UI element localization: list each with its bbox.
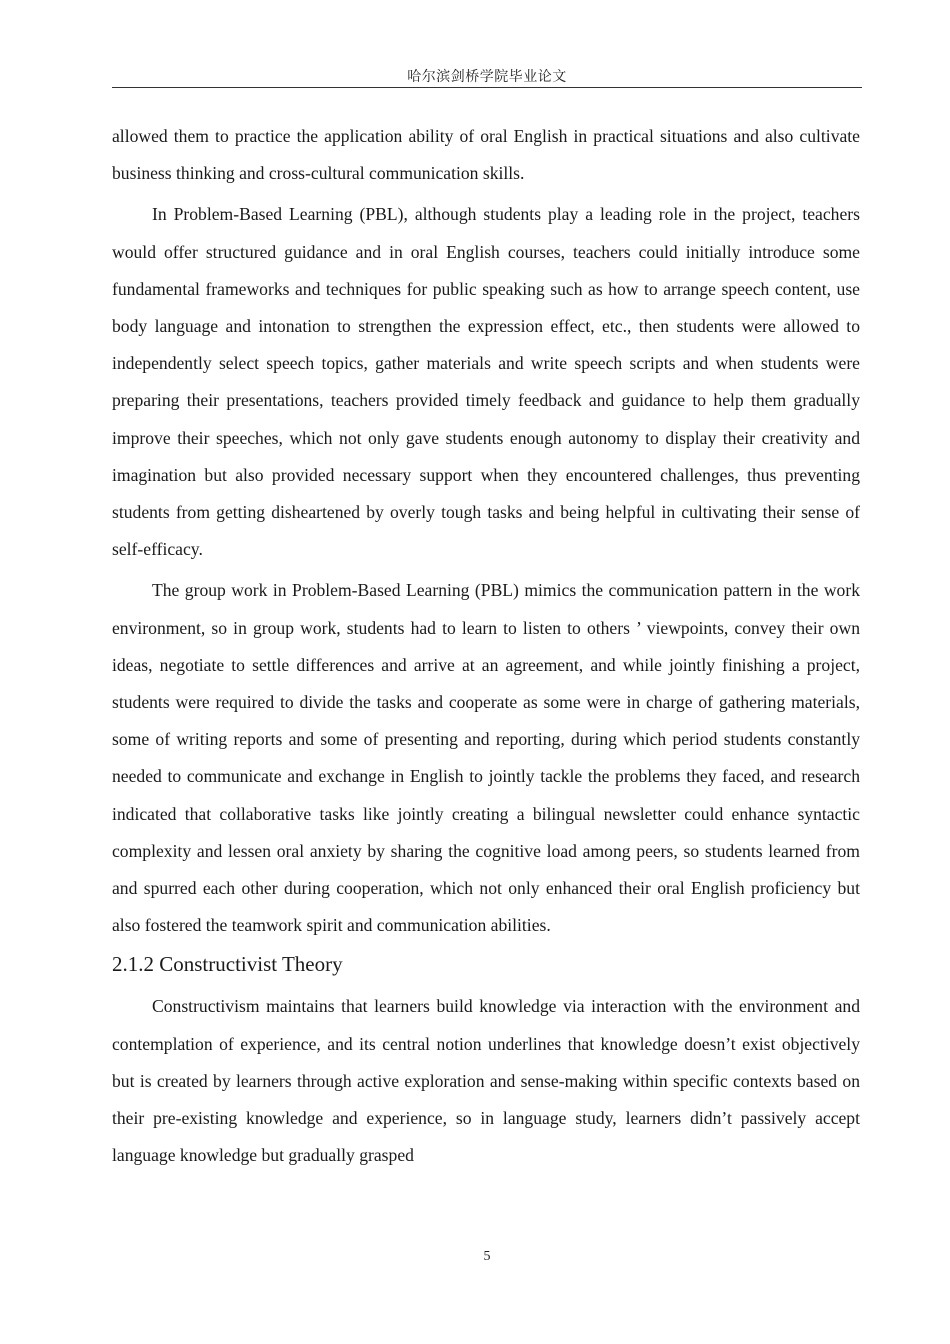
paragraph-pbl-group-work: The group work in Problem-Based Learning (PBL) mimics the communication pattern in the work environment, so in group work, students had to learn to listen to others ’ viewpoints, convey their own ideas, negotiate to settle differences and arrive at an agreement, and while jointly finishing a project, students were required to divide the tasks and cooperate as some were in charge of gathering materials, some of writing reports and some of presenting and reporting, during which period students constantly needed to communicate and exchange in English to jointly tackle the problems they faced, and research indicated that collaborative tasks like jointly creating a bilingual newsletter could enhance syntactic complexity and lessen oral anxiety by sharing the cognitive load among peers, so students learned from and spurred each other during cooperation, which not only enhanced their oral English proficiency but also fostered the teamwork spirit and communication abilities.: [112, 580, 860, 936]
header-rule: [112, 87, 862, 88]
paragraph-pbl-guidance: In Problem-Based Learning (PBL), although students play a leading role in the project, teachers would offer structured guidance and in oral English courses, teachers could initially introduce some fundamental frameworks and techniques for public speaking such as how to arrange speech content, use body language and intonation to strengthen the expression effect, etc., then students were allowed to independently select speech topics, gather materials and write speech scripts and when students were preparing their presentations, teachers provided timely feedback and guidance to help them gradually improve their speeches, which not only gave students enough autonomy to display their creativity and imagination but also provided necessary support when they encountered challenges, thus preventing students from getting disheartened by overly tough tasks and being helpful in cultivating their sense of self-efficacy.: [112, 204, 860, 560]
page-body: [112, 118, 860, 1174]
paragraph-constructivism: Constructivism maintains that learners build knowledge via interaction with the environment and contemplation of experience, and its central notion underlines that knowledge doesn’t exist objectively but is created by learners through active exploration and sense-making within specific contexts based on their pre-existing knowledge and experience, so in language study, learners didn’t passively accept language knowledge but gradually grasped: [112, 996, 860, 1166]
page-number: 5: [483, 1249, 491, 1264]
section-heading: 2.1.2 Constructivist Theory: [112, 952, 343, 977]
running-header: 哈尔滨剑桥学院毕业论文: [407, 69, 567, 85]
paragraph-continuation: allowed them to practice the application ability of oral English in practical situations and also cultivate business thinking and cross-cultural communication skills.: [112, 126, 860, 184]
